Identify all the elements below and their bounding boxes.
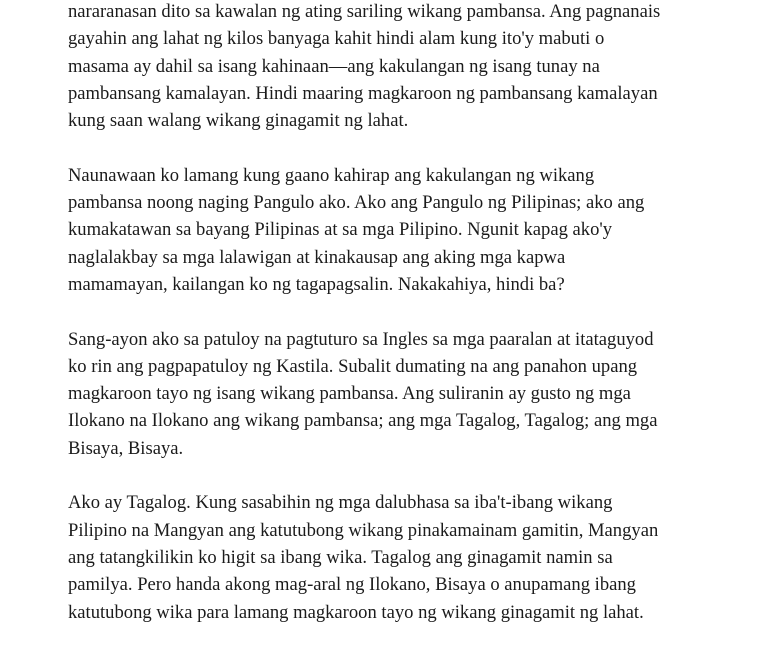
paragraph-4 [68, 489, 718, 625]
text-line: Sang-ayon ako sa patuloy na pagtuturo sa Ingles sa mga paaralan at itataguyod [68, 328, 654, 350]
paragraph-1 [68, 0, 718, 134]
paragraph-3 [68, 326, 718, 462]
article-body [68, 0, 718, 653]
text-line: Pilipino na Mangyan ang katutubong wikang pinakamainam gamitin, Mangyan [68, 519, 659, 541]
text-line: pambansang kamalayan. Hindi maaring magkaroon ng pambansang kamalayan [68, 82, 658, 104]
text-line: nararanasan dito sa kawalan ng ating sariling wikang pambansa. Ang pagnanais [68, 1, 661, 22]
text-line: magkaroon tayo ng isang wikang pambansa. Ang suliranin ay gusto ng mga [68, 383, 631, 405]
text-line: Bisaya, Bisaya. [68, 437, 184, 459]
text-line: pamilya. Pero handa akong mag-aral ng Ilokano, Bisaya o anupamang ibang [68, 574, 636, 596]
text-line: gayahin ang lahat ng kilos banyaga kahit hindi alam kung ito'y mabuti o [68, 28, 605, 50]
text-line: katutubong wika para lamang magkaroon tayo ng wikang ginagamit ng lahat. [68, 601, 644, 623]
text-line: Naunawaan ko lamang kung gaano kahirap ang kakulangan ng wikang [68, 164, 595, 186]
text-line: pambansa noong naging Pangulo ako. Ako ang Pangulo ng Pilipinas; ako ang [68, 192, 645, 214]
text-line: Ilokano na Ilokano ang wikang pambansa; ang mga Tagalog, Tagalog; ang mga [68, 410, 658, 432]
text-line: masama ay dahil sa isang kahinaan—ang kakulangan ng isang tunay na [68, 55, 600, 77]
paragraph-2 [68, 162, 718, 298]
text-line: naglalakbay sa mga lalawigan at kinakausap ang aking mga kapwa [68, 246, 566, 268]
text-line: ko rin ang pagpapatuloy ng Kastila. Subalit dumating na ang panahon upang [68, 355, 638, 377]
text-line: kung saan walang wikang ginagamit ng lahat. [68, 110, 409, 132]
text-line: kumakatawan sa bayang Pilipinas at sa mga Pilipino. Ngunit kapag ako'y [68, 219, 613, 241]
text-line: Ako ay Tagalog. Kung sasabihin ng mga dalubhasa sa iba't-ibang wikang [68, 492, 613, 514]
text-line: ang tatangkilikin ko higit sa ibang wika. Tagalog ang ginagamit namin sa [68, 546, 613, 568]
text-line: mamamayan, kailangan ko ng tagapagsalin. Nakakahiya, hindi ba? [68, 273, 565, 295]
